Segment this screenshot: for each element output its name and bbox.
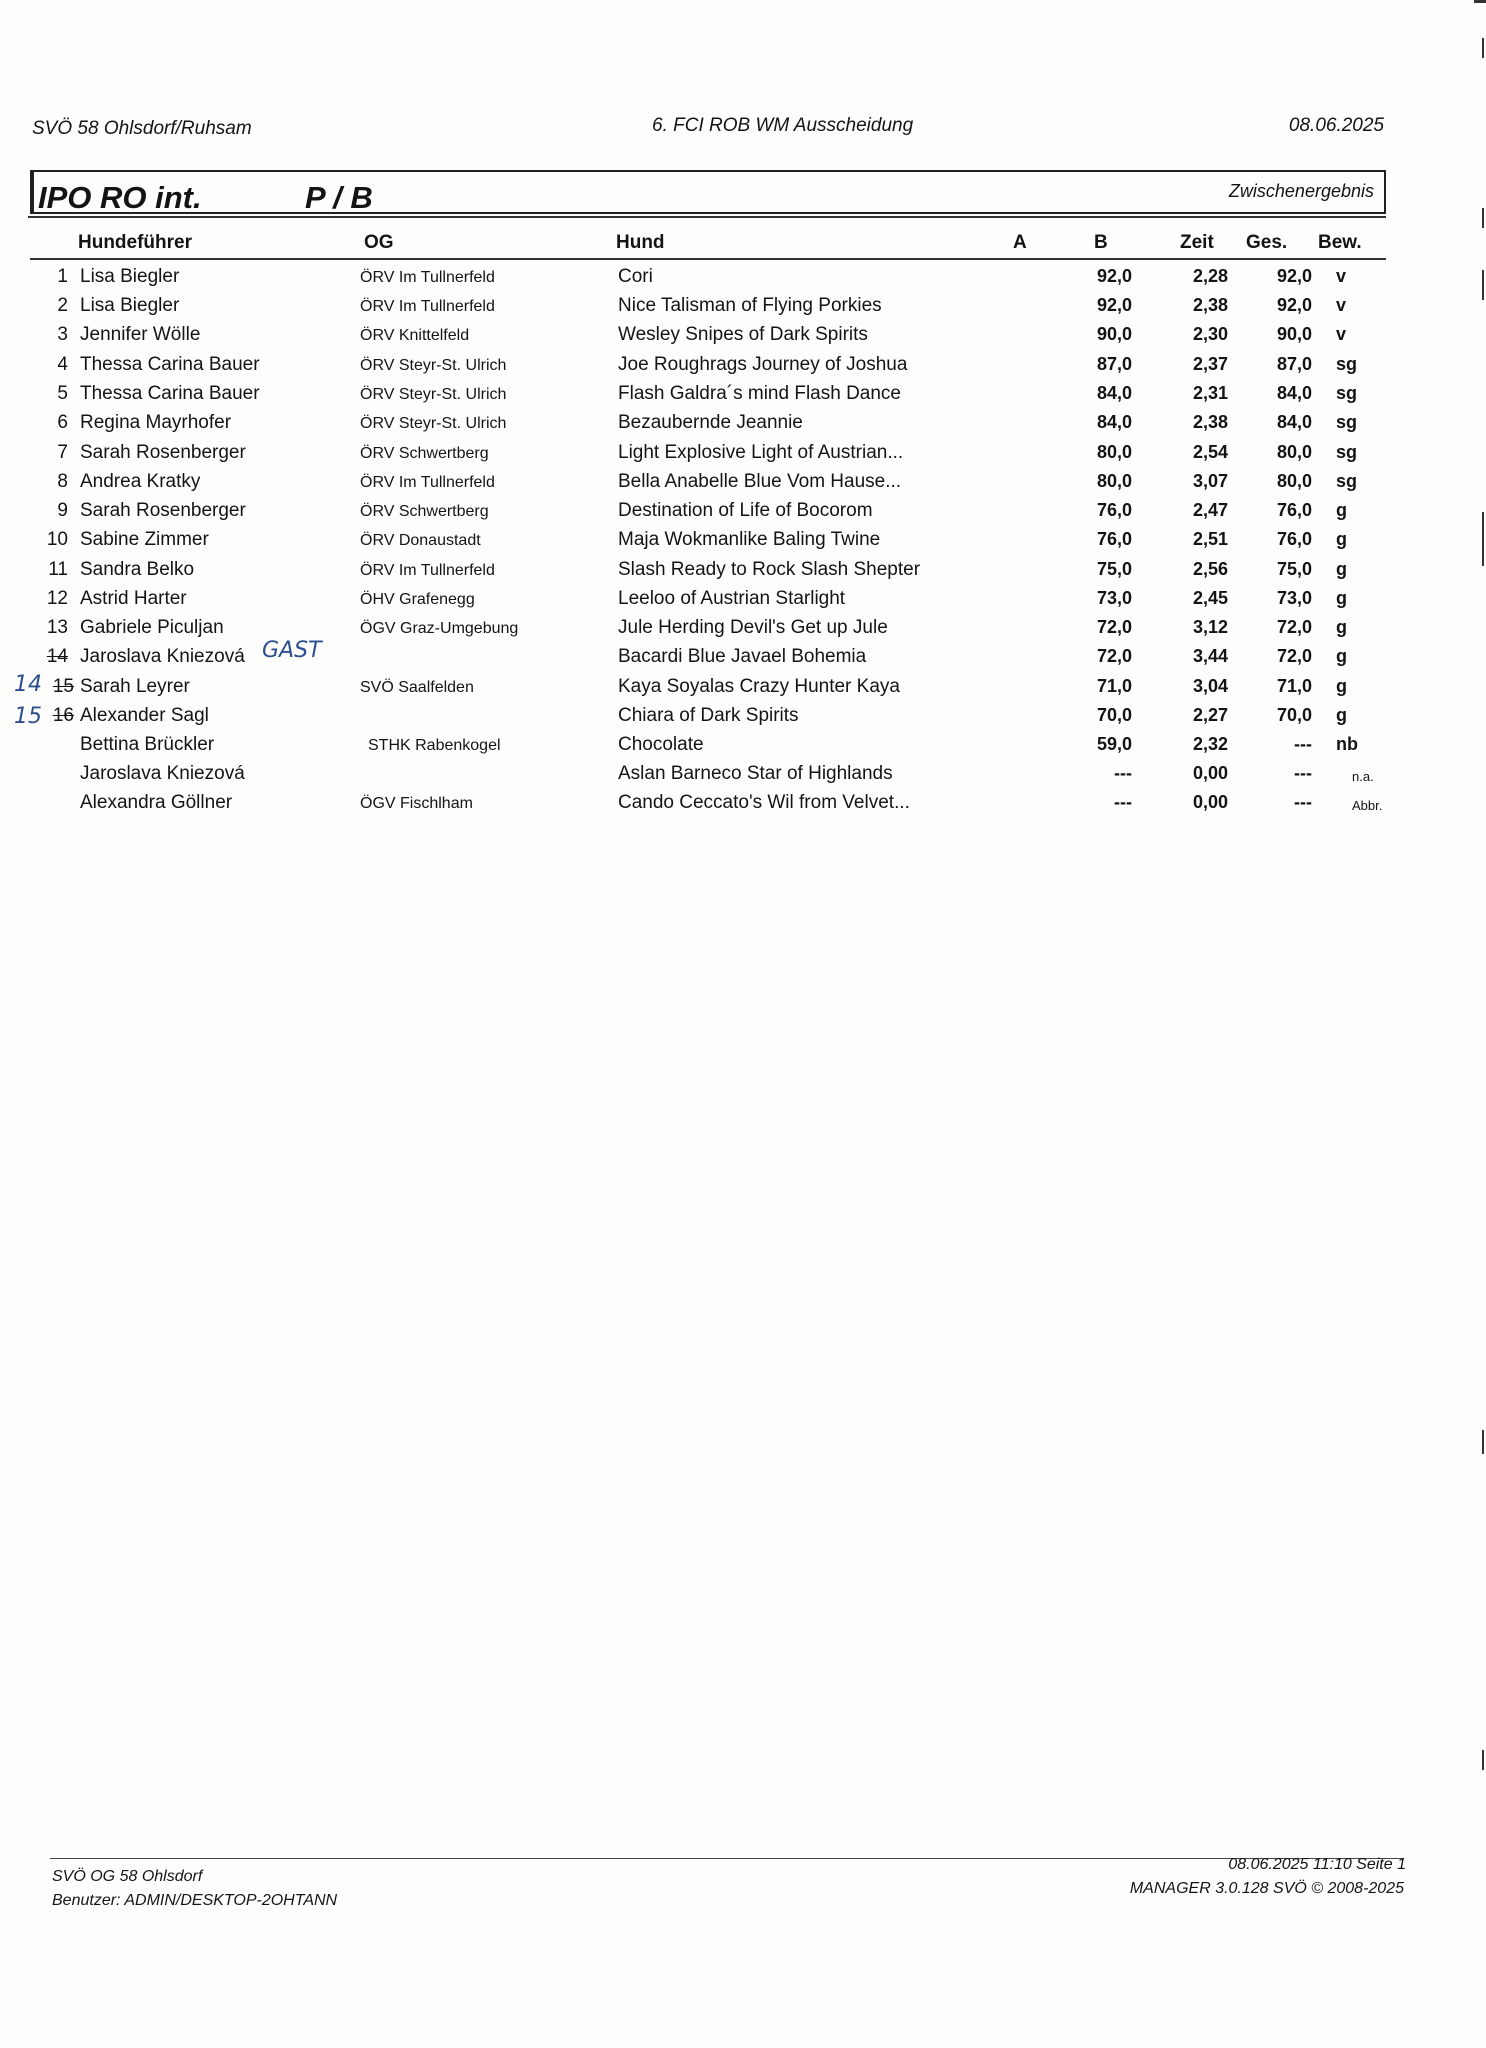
header-rule (30, 258, 1386, 260)
time: 2,38 (1192, 412, 1228, 432)
club-og: ÖRV Steyr-St. Ulrich (360, 386, 507, 403)
total: 84,0 (1276, 412, 1312, 432)
score-b: --- (1114, 763, 1132, 783)
dog-name: Chiara of Dark Spirits (618, 705, 799, 726)
dog-name: Bezaubernde Jeannie (618, 412, 803, 433)
scan-mark (1482, 1750, 1484, 1770)
rating: sg (1336, 471, 1358, 491)
rank: 3 (57, 324, 68, 345)
col-bew: Bew. (1318, 232, 1362, 253)
time: 0,00 (1192, 763, 1228, 783)
club-og: SVÖ Saalfelden (360, 679, 474, 696)
dog-name: Jule Herding Devil's Get up Jule (618, 617, 888, 638)
scan-mark (1482, 1430, 1484, 1454)
handler-name: Lisa Biegler (80, 266, 180, 287)
table-row (0, 617, 1486, 646)
table-row (0, 295, 1486, 324)
rating: g (1336, 676, 1347, 696)
handler-name: Jennifer Wölle (80, 324, 201, 345)
class-title: IPO RO int. (38, 180, 202, 215)
table-row (0, 588, 1486, 617)
col-zeit: Zeit (1180, 232, 1214, 253)
table-row (0, 324, 1486, 353)
time: 2,32 (1192, 734, 1228, 754)
score-b: 80,0 (1096, 442, 1132, 462)
rank: 11 (48, 559, 68, 580)
dog-name: Light Explosive Light of Austrian... (618, 442, 904, 463)
table-row (0, 734, 1486, 763)
col-a: A (1013, 232, 1027, 253)
handler-name: Sarah Rosenberger (80, 500, 246, 521)
rating: g (1336, 500, 1347, 520)
rank: 4 (57, 354, 68, 375)
club-og: ÖRV Steyr-St. Ulrich (360, 415, 507, 432)
time: 2,31 (1192, 383, 1228, 403)
club-og: ÖGV Graz-Umgebung (360, 620, 519, 637)
table-row (0, 500, 1486, 529)
score-b: 71,0 (1096, 676, 1132, 696)
dog-name: Chocolate (618, 734, 704, 755)
time: 2,54 (1192, 442, 1228, 462)
handler-name: Gabriele Piculjan (80, 617, 224, 638)
dog-name: Slash Ready to Rock Slash Shepter (618, 559, 921, 580)
col-dog: Hund (616, 232, 665, 253)
time: 2,37 (1192, 354, 1228, 374)
total: 87,0 (1276, 354, 1312, 374)
rating: g (1336, 646, 1347, 666)
handler-name: Regina Mayrhofer (80, 412, 232, 433)
rank: 9 (57, 500, 68, 521)
dog-name: Wesley Snipes of Dark Spirits (618, 324, 868, 345)
score-b: 92,0 (1096, 295, 1132, 315)
handler-name: Sabine Zimmer (80, 529, 209, 550)
rank: 6 (57, 412, 68, 433)
total: 84,0 (1276, 383, 1312, 403)
total: --- (1294, 734, 1312, 754)
col-og: OG (364, 232, 394, 253)
table-row (0, 354, 1486, 383)
time: 3,04 (1192, 676, 1228, 696)
club-og: ÖRV Im Tullnerfeld (360, 474, 495, 491)
time: 3,12 (1192, 617, 1228, 637)
scan-mark (1482, 38, 1484, 58)
rating: g (1336, 559, 1347, 579)
club-og: ÖRV Donaustadt (360, 532, 481, 549)
club-og: STHK Rabenkogel (368, 737, 501, 754)
rating: sg (1336, 383, 1358, 403)
rank: 16 (52, 705, 74, 726)
dog-name: Aslan Barneco Star of Highlands (618, 763, 893, 784)
total: --- (1294, 763, 1312, 783)
rating: v (1336, 324, 1347, 344)
handler-name: Andrea Kratky (80, 471, 201, 492)
event-date: 08.06.2025 (1288, 115, 1384, 136)
event-title: 6. FCI ROB WM Ausscheidung (652, 115, 914, 136)
total: 90,0 (1276, 324, 1312, 344)
time: 2,51 (1192, 529, 1228, 549)
handwritten-rank: 15 (14, 704, 42, 729)
club-og: ÖRV Im Tullnerfeld (360, 562, 495, 579)
total: 72,0 (1276, 646, 1312, 666)
table-row (0, 412, 1486, 441)
total: 70,0 (1276, 705, 1312, 725)
table-row (0, 266, 1486, 295)
time: 2,28 (1192, 266, 1228, 286)
score-b: 90,0 (1096, 324, 1132, 344)
rank: 14 (46, 646, 68, 667)
footer-printed: 08.06.2025 11:10 Seite 1 (1228, 1856, 1406, 1873)
total: 92,0 (1276, 266, 1312, 286)
club-og: ÖRV Knittelfeld (360, 327, 470, 344)
handler-name: Thessa Carina Bauer (80, 354, 260, 375)
handler-name: Bettina Brückler (80, 734, 215, 755)
dog-name: Cori (618, 266, 653, 287)
handler-name: Thessa Carina Bauer (80, 383, 260, 404)
club-og: ÖGV Fischlham (360, 795, 473, 812)
rank: 10 (46, 529, 68, 550)
time: 2,45 (1192, 588, 1228, 608)
score-b: 72,0 (1096, 646, 1132, 666)
club-og: ÖHV Grafenegg (360, 591, 475, 608)
total: 80,0 (1276, 442, 1312, 462)
handler-name: Astrid Harter (80, 588, 187, 609)
time: 2,56 (1192, 559, 1228, 579)
handler-name: Sandra Belko (80, 559, 195, 580)
rank: 13 (46, 617, 68, 638)
rating: sg (1336, 442, 1358, 462)
rating: Abbr. (1352, 798, 1383, 813)
total: 76,0 (1276, 500, 1312, 520)
table-row (0, 672, 1486, 705)
rating: sg (1336, 412, 1358, 432)
total: 76,0 (1276, 529, 1312, 549)
dog-name: Bella Anabelle Blue Vom Hause... (618, 471, 902, 492)
score-b: 70,0 (1096, 705, 1132, 725)
scan-mark (1474, 0, 1486, 3)
time: 2,27 (1192, 705, 1228, 725)
scan-mark (1482, 512, 1484, 566)
score-b: 92,0 (1096, 266, 1132, 286)
score-b: 84,0 (1096, 412, 1132, 432)
rank: 2 (57, 295, 68, 316)
club-og: ÖRV Schwertberg (360, 503, 489, 520)
time: 3,07 (1192, 471, 1228, 491)
rating: v (1336, 266, 1347, 286)
handler-name: Lisa Biegler (80, 295, 180, 316)
time: 2,30 (1192, 324, 1228, 344)
rating: v (1336, 295, 1347, 315)
score-b: 87,0 (1096, 354, 1132, 374)
total: --- (1294, 792, 1312, 812)
col-handler: Hundeführer (78, 232, 192, 253)
score-b: 84,0 (1096, 383, 1132, 403)
dog-name: Maja Wokmanlike Baling Twine (618, 529, 881, 550)
scan-mark (1482, 270, 1484, 300)
handler-name: Sarah Leyrer (80, 676, 190, 697)
dog-name: Leeloo of Austrian Starlight (618, 588, 846, 609)
col-b: B (1094, 232, 1108, 253)
rank: 15 (52, 676, 74, 697)
table-row (0, 529, 1486, 558)
footer-org: SVÖ OG 58 Ohlsdorf (52, 1868, 203, 1885)
total: 73,0 (1276, 588, 1312, 608)
handler-name: Alexandra Göllner (80, 792, 233, 813)
table-row (0, 471, 1486, 500)
handwritten-note: GAST (262, 638, 322, 663)
table-row (0, 383, 1486, 412)
rating: nb (1336, 734, 1358, 754)
dog-name: Joe Roughrags Journey of Joshua (618, 354, 908, 375)
score-b: --- (1114, 792, 1132, 812)
dog-name: Flash Galdra´s mind Flash Dance (618, 383, 901, 404)
score-b: 80,0 (1096, 471, 1132, 491)
table-row (0, 792, 1486, 821)
dog-name: Bacardi Blue Javael Bohemia (618, 646, 867, 667)
total: 75,0 (1276, 559, 1312, 579)
total: 92,0 (1276, 295, 1312, 315)
table-row (0, 705, 1486, 734)
section-title: P / B (305, 180, 373, 215)
rank: 7 (57, 442, 68, 463)
dog-name: Nice Talisman of Flying Porkies (618, 295, 882, 316)
col-ges: Ges. (1246, 232, 1288, 253)
handler-name: Jaroslava Kniezová (80, 763, 245, 784)
time: 2,47 (1192, 500, 1228, 520)
dog-name: Cando Ceccato's Wil from Velvet... (618, 792, 910, 813)
score-b: 72,0 (1096, 617, 1132, 637)
rating: g (1336, 617, 1347, 637)
dog-name: Kaya Soyalas Crazy Hunter Kaya (618, 676, 900, 697)
handler-name: Jaroslava Kniezová (80, 646, 245, 667)
time: 0,00 (1192, 792, 1228, 812)
time: 3,44 (1192, 646, 1228, 666)
score-b: 76,0 (1096, 500, 1132, 520)
score-b: 75,0 (1096, 559, 1132, 579)
status-label: Zwischenergebnis (1228, 181, 1374, 201)
rating: g (1336, 588, 1347, 608)
total: 71,0 (1276, 676, 1312, 696)
rank: 1 (57, 266, 68, 287)
time: 2,38 (1192, 295, 1228, 315)
footer-rule (50, 1858, 1404, 1859)
total: 80,0 (1276, 471, 1312, 491)
scan-mark (1482, 208, 1484, 228)
total: 72,0 (1276, 617, 1312, 637)
rating: g (1336, 529, 1347, 549)
score-b: 73,0 (1096, 588, 1132, 608)
rating: g (1336, 705, 1347, 725)
rank: 8 (57, 471, 68, 492)
footer-user: Benutzer: ADMIN/DESKTOP-2OHTANN (52, 1892, 338, 1909)
table-row (0, 763, 1486, 792)
dog-name: Destination of Life of Bocorom (618, 500, 873, 521)
club-name: SVÖ 58 Ohlsdorf/Ruhsam (32, 118, 252, 139)
club-og: ÖRV Steyr-St. Ulrich (360, 357, 507, 374)
table-row (0, 559, 1486, 588)
rating: sg (1336, 354, 1358, 374)
handler-name: Alexander Sagl (80, 705, 209, 726)
club-og: ÖRV Im Tullnerfeld (360, 269, 495, 286)
club-og: ÖRV Schwertberg (360, 445, 489, 462)
rank: 5 (57, 383, 68, 404)
score-b: 76,0 (1096, 529, 1132, 549)
score-b: 59,0 (1096, 734, 1132, 754)
table-row (0, 442, 1486, 471)
handwritten-rank: 14 (14, 672, 42, 697)
rating: n.a. (1352, 769, 1374, 784)
footer-software: MANAGER 3.0.128 SVÖ © 2008-2025 (1129, 1880, 1404, 1897)
title-box (30, 170, 1386, 214)
title-underline (28, 216, 1386, 218)
club-og: ÖRV Im Tullnerfeld (360, 298, 495, 315)
table-row (0, 638, 1486, 675)
rank: 12 (46, 588, 68, 609)
handler-name: Sarah Rosenberger (80, 442, 246, 463)
